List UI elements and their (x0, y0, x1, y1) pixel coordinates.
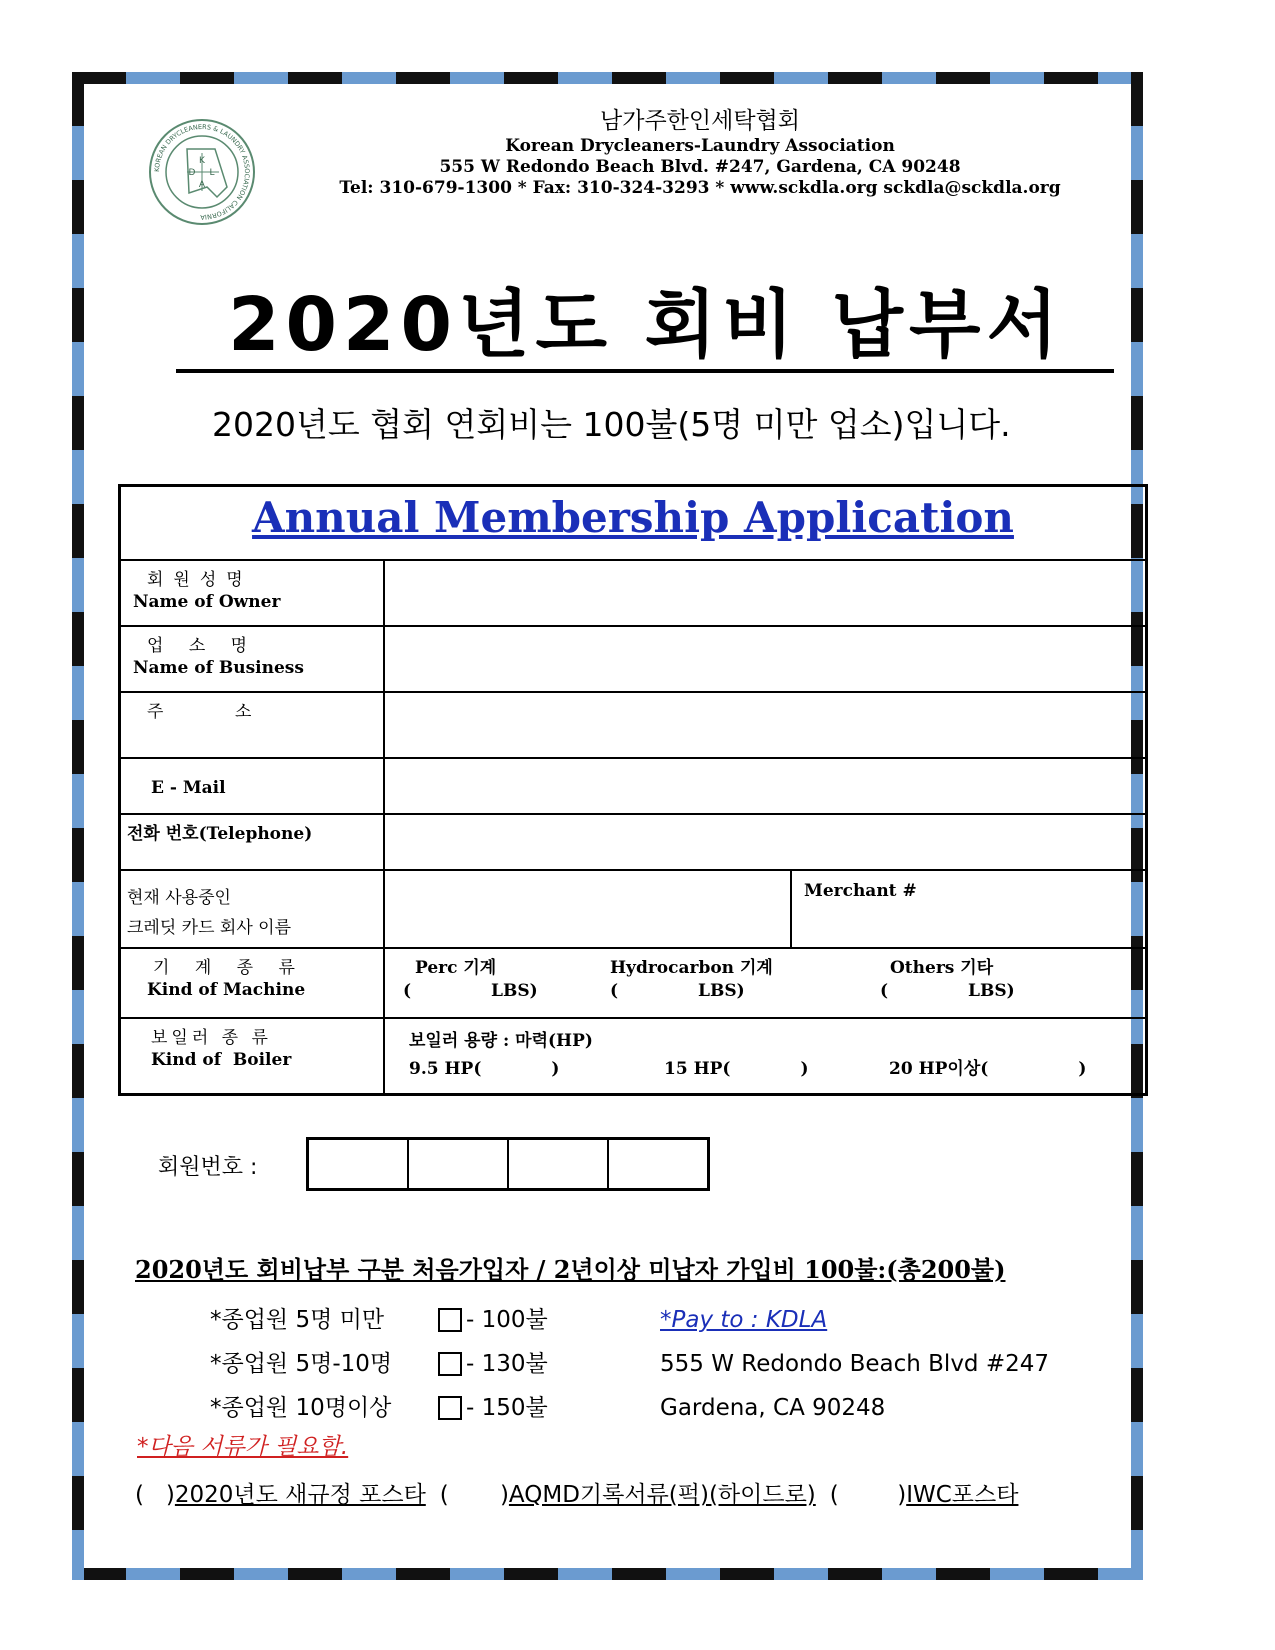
fee-option-amount: - 130불 (466, 1351, 548, 1377)
member-number-boxes (306, 1137, 710, 1191)
frame-top (72, 72, 1143, 84)
machine-label-kr: 기 계 종 류 (153, 958, 305, 978)
fee-notice: 2020년도 협회 연회비는 100불(5명 미만 업소)입니다. (212, 405, 1011, 444)
fee-option-who: *종업원 5명 미만 (210, 1307, 385, 1333)
owner-label-en: Name of Owner (133, 592, 281, 612)
fee-option-amount: - 100불 (466, 1307, 548, 1333)
owner-label (120, 560, 385, 626)
application-form (118, 484, 1148, 1096)
frame-bottom (72, 1568, 1143, 1580)
logo-letter-d: D (188, 168, 196, 178)
member-number-box-4[interactable] (609, 1140, 707, 1188)
hp-20-close: ) (1078, 1059, 1087, 1079)
others-open-paren: ( (880, 981, 889, 1001)
document-item[interactable]: ( )2020년도 새규정 포스타 (135, 1482, 426, 1508)
perc-label: Perc 기계 (415, 958, 497, 978)
hydrocarbon-machine (610, 957, 880, 1003)
fee-checkbox-5-10[interactable] (438, 1352, 462, 1376)
telephone-label (120, 814, 385, 870)
others-lbs: LBS) (968, 981, 1015, 1001)
business-label-kr: 업 소 명 (147, 636, 258, 656)
logo-letter-l: L (209, 168, 215, 178)
title-underline (176, 369, 1114, 373)
telephone-label-text: 전화 번호(Telephone) (127, 824, 313, 844)
business-label-en: Name of Business (133, 658, 304, 678)
perc-open-paren: ( (403, 981, 412, 1001)
business-name-field[interactable] (384, 626, 1147, 692)
page-title: 2020년도 회비 납부서 (228, 282, 1064, 368)
fee-option-row (210, 1342, 548, 1386)
fee-option-row (210, 1386, 548, 1430)
association-header (300, 106, 1100, 199)
others-machine (880, 957, 1015, 1003)
fee-category-heading: 2020년도 회비납부 구분 처음가입자 / 2년이상 미납자 가입비 100불:(총200불) (135, 1255, 1006, 1284)
machine-label (120, 948, 385, 1018)
perc-machine (405, 957, 610, 1003)
hp-9-5-close: ) (551, 1059, 560, 1079)
hydrocarbon-label: Hydrocarbon 기계 (610, 958, 773, 978)
merchant-number-field[interactable] (791, 870, 1147, 948)
org-english-name: Korean Drycleaners-Laundry Association (505, 136, 895, 156)
org-contact: Tel: 310-679-1300 * Fax: 310-324-3293 * www.sckdla.org sckdla@sckdla.org (339, 178, 1061, 198)
fee-options (210, 1298, 548, 1430)
credit-card-label-line2: 크레딧 카드 회사 이름 (127, 918, 292, 938)
document-item[interactable]: ( )AQMD기록서류(퍽)(하이드로) (439, 1482, 816, 1508)
pay-to-address-line2: Gardena, CA 90248 (660, 1395, 886, 1421)
fee-option-amount: - 150불 (466, 1395, 548, 1421)
org-korean-name: 남가주한인세탁협회 (600, 108, 800, 134)
boiler-label-en: Kind of Boiler (151, 1050, 292, 1070)
hydro-lbs: LBS) (698, 981, 745, 1001)
hp-15-close: ) (800, 1059, 809, 1079)
email-label-en: E - Mail (151, 778, 226, 798)
address-label (120, 692, 385, 758)
frame-left (72, 72, 84, 1580)
perc-lbs: LBS) (491, 981, 538, 1001)
document-iwc-poster: IWC포스타 (906, 1482, 1019, 1508)
boiler-hp-9-5 (409, 1055, 664, 1083)
fee-option-who: *종업원 5명-10명 (210, 1351, 393, 1377)
fee-checkbox-under-5[interactable] (438, 1308, 462, 1332)
machine-field[interactable] (384, 948, 1147, 1018)
hp-15-label: 15 HP( (664, 1059, 731, 1079)
email-label (120, 758, 385, 814)
address-label-kr: 주 소 (147, 702, 262, 722)
hydro-open-paren: ( (610, 981, 619, 1001)
logo-letter-k: K (199, 156, 205, 166)
form-heading: Annual Membership Application (120, 486, 1147, 561)
boiler-label (120, 1018, 385, 1094)
pay-to-address-line1: 555 W Redondo Beach Blvd #247 (660, 1351, 1050, 1377)
document-new-rules-poster: 2020년도 새규정 포스타 (174, 1482, 426, 1508)
pay-to-block (660, 1298, 1049, 1430)
telephone-field[interactable] (384, 814, 1147, 870)
credit-card-company-field[interactable] (384, 870, 791, 948)
org-address: 555 W Redondo Beach Blvd. #247, Gardena, CA 90248 (439, 157, 961, 177)
document-item[interactable]: ( )IWC포스타 (829, 1482, 1019, 1508)
fee-option-who: *종업원 10명이상 (210, 1395, 392, 1421)
member-number-box-3[interactable] (509, 1140, 609, 1188)
pay-to-label: *Pay to : KDLA (660, 1307, 828, 1333)
required-documents-note: *다음 서류가 필요함. (137, 1434, 349, 1460)
merchant-label: Merchant # (804, 881, 917, 901)
hp-20-label: 20 HP이상( (889, 1059, 989, 1079)
business-label (120, 626, 385, 692)
credit-card-label-line1: 현재 사용중인 (127, 888, 231, 908)
logo-ring-text: KOREAN DRYCLEANERS & LAUNDRY ASSOCIATION CALIFORNIA (152, 122, 252, 222)
boiler-field[interactable] (384, 1018, 1147, 1094)
boiler-capacity-label: 보일러 용량 : 마력(HP) (409, 1031, 593, 1051)
member-number-box-2[interactable] (409, 1140, 509, 1188)
hp-9-5-label: 9.5 HP( (409, 1059, 482, 1079)
member-number-box-1[interactable] (309, 1140, 409, 1188)
required-documents-list (135, 1476, 1018, 1509)
credit-card-label (120, 870, 385, 948)
boiler-hp-15 (664, 1055, 889, 1083)
document-aqmd-records: AQMD기록서류(퍽)(하이드로) (508, 1482, 816, 1508)
owner-name-field[interactable] (384, 560, 1147, 626)
others-label: Others 기타 (890, 958, 994, 978)
logo-letter-a: A (198, 180, 206, 190)
owner-label-kr: 회원성명 (147, 570, 253, 590)
machine-label-en: Kind of Machine (147, 980, 306, 1000)
boiler-hp-20 (889, 1055, 1086, 1083)
boiler-label-kr: 보일러 종 류 (151, 1028, 272, 1048)
association-logo (147, 117, 257, 227)
email-field[interactable] (384, 758, 1147, 814)
member-number-label: 회원번호 : (158, 1155, 258, 1180)
fee-checkbox-over-10[interactable] (438, 1396, 462, 1420)
fee-option-row (210, 1298, 548, 1342)
address-field[interactable] (384, 692, 1147, 758)
